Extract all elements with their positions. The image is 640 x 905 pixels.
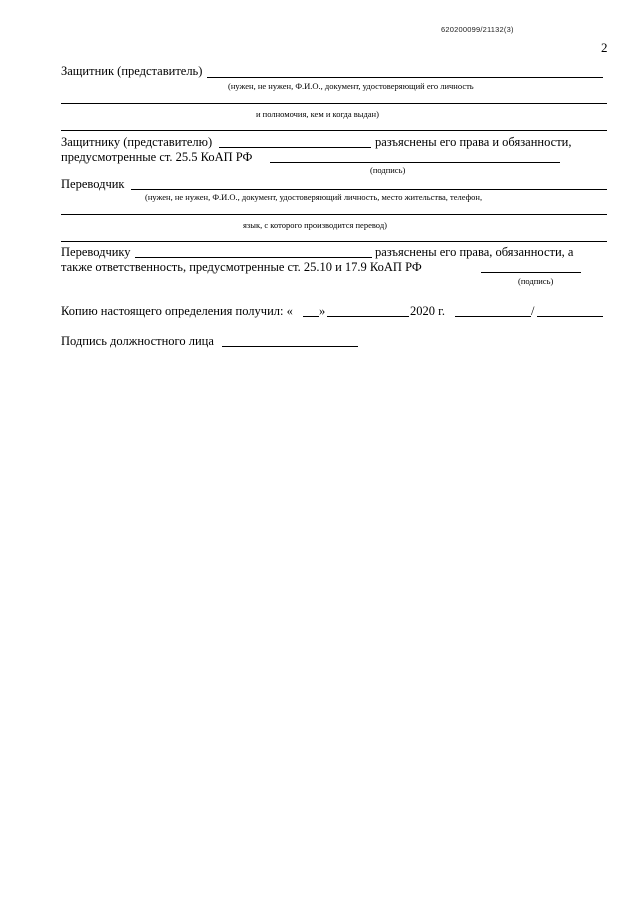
defender-label: Защитник (представитель)	[61, 64, 203, 78]
translator-signature-line[interactable]	[481, 272, 581, 273]
defender-rights-article: предусмотренные ст. 25.5 КоАП РФ	[61, 150, 253, 164]
copy-slash: /	[531, 304, 535, 318]
official-signature-line[interactable]	[222, 346, 358, 347]
defender-fill-line[interactable]	[207, 77, 603, 78]
defender-fill-line-3[interactable]	[61, 130, 607, 131]
document-id: 620200099/21132(3)	[441, 25, 514, 34]
translator-rights-text: разъяснены его права, обязанности, а	[375, 245, 574, 259]
translator-fill-line-3[interactable]	[61, 241, 607, 242]
defender-rights-text: разъяснены его права и обязанности,	[375, 135, 572, 149]
official-signature-label: Подпись должностного лица	[61, 334, 214, 348]
translator-hint-2: язык, с которого производится перевод)	[243, 220, 387, 230]
translator-rights-article: также ответственность, предусмотренные ст. 25.10 и 17.9 КоАП РФ	[61, 260, 422, 274]
defender-rights-label: Защитнику (представителю)	[61, 135, 213, 149]
defender-hint-1: (нужен, не нужен, Ф.И.О., документ, удостоверяющий его личность	[228, 81, 474, 91]
copy-signature-line[interactable]	[455, 316, 531, 317]
copy-day-line[interactable]	[303, 316, 319, 317]
defender-fill-line-2[interactable]	[61, 103, 607, 104]
page-number: 2	[601, 40, 608, 55]
translator-hint-1: (нужен, не нужен, Ф.И.О., документ, удостоверяющий личность, место жительства, телефон,	[145, 192, 483, 202]
defender-signature-line[interactable]	[270, 162, 560, 163]
copy-month-line[interactable]	[327, 316, 409, 317]
translator-rights-name-line[interactable]	[135, 257, 372, 258]
translator-label: Переводчик	[61, 177, 125, 191]
copy-quote-close: »	[319, 304, 326, 318]
translator-signature-hint: (подпись)	[518, 276, 554, 286]
translator-fill-line-2[interactable]	[61, 214, 607, 215]
copy-received-label: Копию настоящего определения получил: «	[61, 304, 293, 318]
copy-name-line[interactable]	[537, 316, 603, 317]
copy-year: 2020 г.	[410, 304, 445, 318]
defender-rights-name-line[interactable]	[219, 147, 371, 148]
defender-hint-2: и полномочия, кем и когда выдан)	[256, 109, 379, 119]
translator-fill-line[interactable]	[131, 189, 607, 190]
translator-rights-label: Переводчику	[61, 245, 131, 259]
defender-signature-hint: (подпись)	[370, 165, 406, 175]
